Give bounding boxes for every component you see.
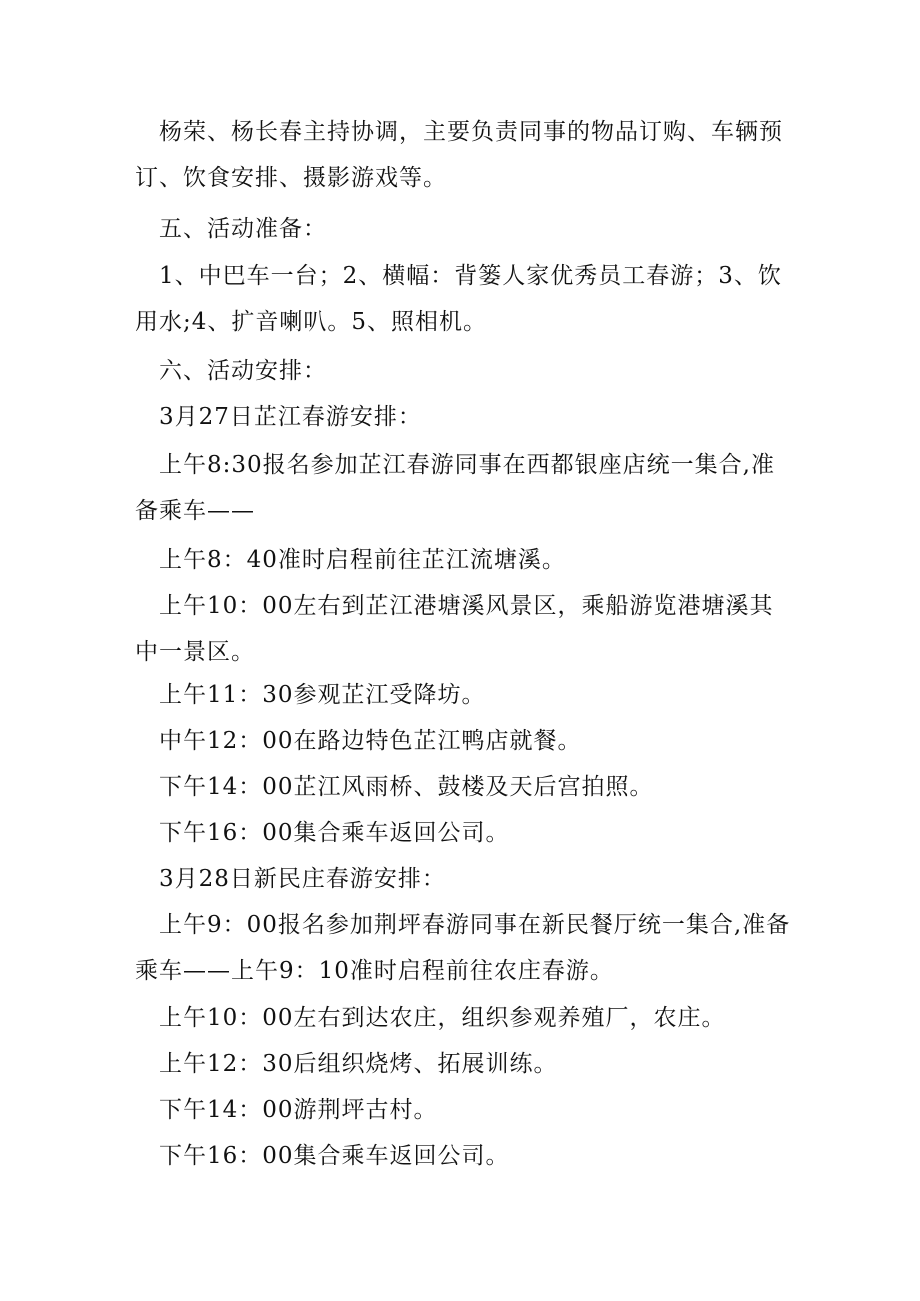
schedule-item: 下午16：00集合乘车返回公司。 (159, 1143, 510, 1169)
schedule-item: 上午9：00报名参加荆坪春游同事在新民餐厅统一集合,准备乘车——上午9：10准时启程前往农庄春游。 (135, 912, 791, 984)
schedule-item: 上午10：00左右到达农庄，组织参观养殖厂，农庄。 (159, 1005, 726, 1031)
heading-arrangement: 六、活动安排： (159, 358, 327, 384)
heading-preparation: 五、活动准备： (159, 216, 327, 242)
schedule-item: 上午12：30后组织烧烤、拓展训练。 (159, 1051, 558, 1077)
schedule-item: 上午11：30参观芷江受降坊。 (159, 682, 486, 708)
schedule-item: 中午12：00在路边特色芷江鸭店就餐。 (159, 728, 582, 754)
schedule-item: 上午10：00左右到芷江港塘溪风景区，乘船游览港塘溪其中一景区。 (135, 593, 774, 665)
paragraph-organizers: 杨荣、杨长春主持协调，主要负责同事的物品订购、车辆预订、饮食安排、摄影游戏等。 (135, 119, 783, 191)
subheading-day-2: 3月28日新民庄春游安排： (159, 866, 446, 892)
subheading-day-1: 3月27日芷江春游安排： (159, 404, 422, 430)
schedule-item: 下午14：00芷江风雨桥、鼓楼及天后宫拍照。 (159, 774, 654, 800)
paragraph-preparation-items: 1、中巴车一台；2、横幅：背篓人家优秀员工春游；3、饮用水;4、扩音喇叭。5、照相机。 (135, 263, 782, 335)
schedule-item: 下午16：00集合乘车返回公司。 (159, 820, 510, 846)
schedule-item: 上午8：40准时启程前往芷江流塘溪。 (159, 547, 566, 573)
schedule-item: 上午8:30报名参加芷江春游同事在西都银座店统一集合,准备乘车—— (135, 452, 775, 524)
schedule-item: 下午14：00游荆坪古村。 (159, 1097, 438, 1123)
